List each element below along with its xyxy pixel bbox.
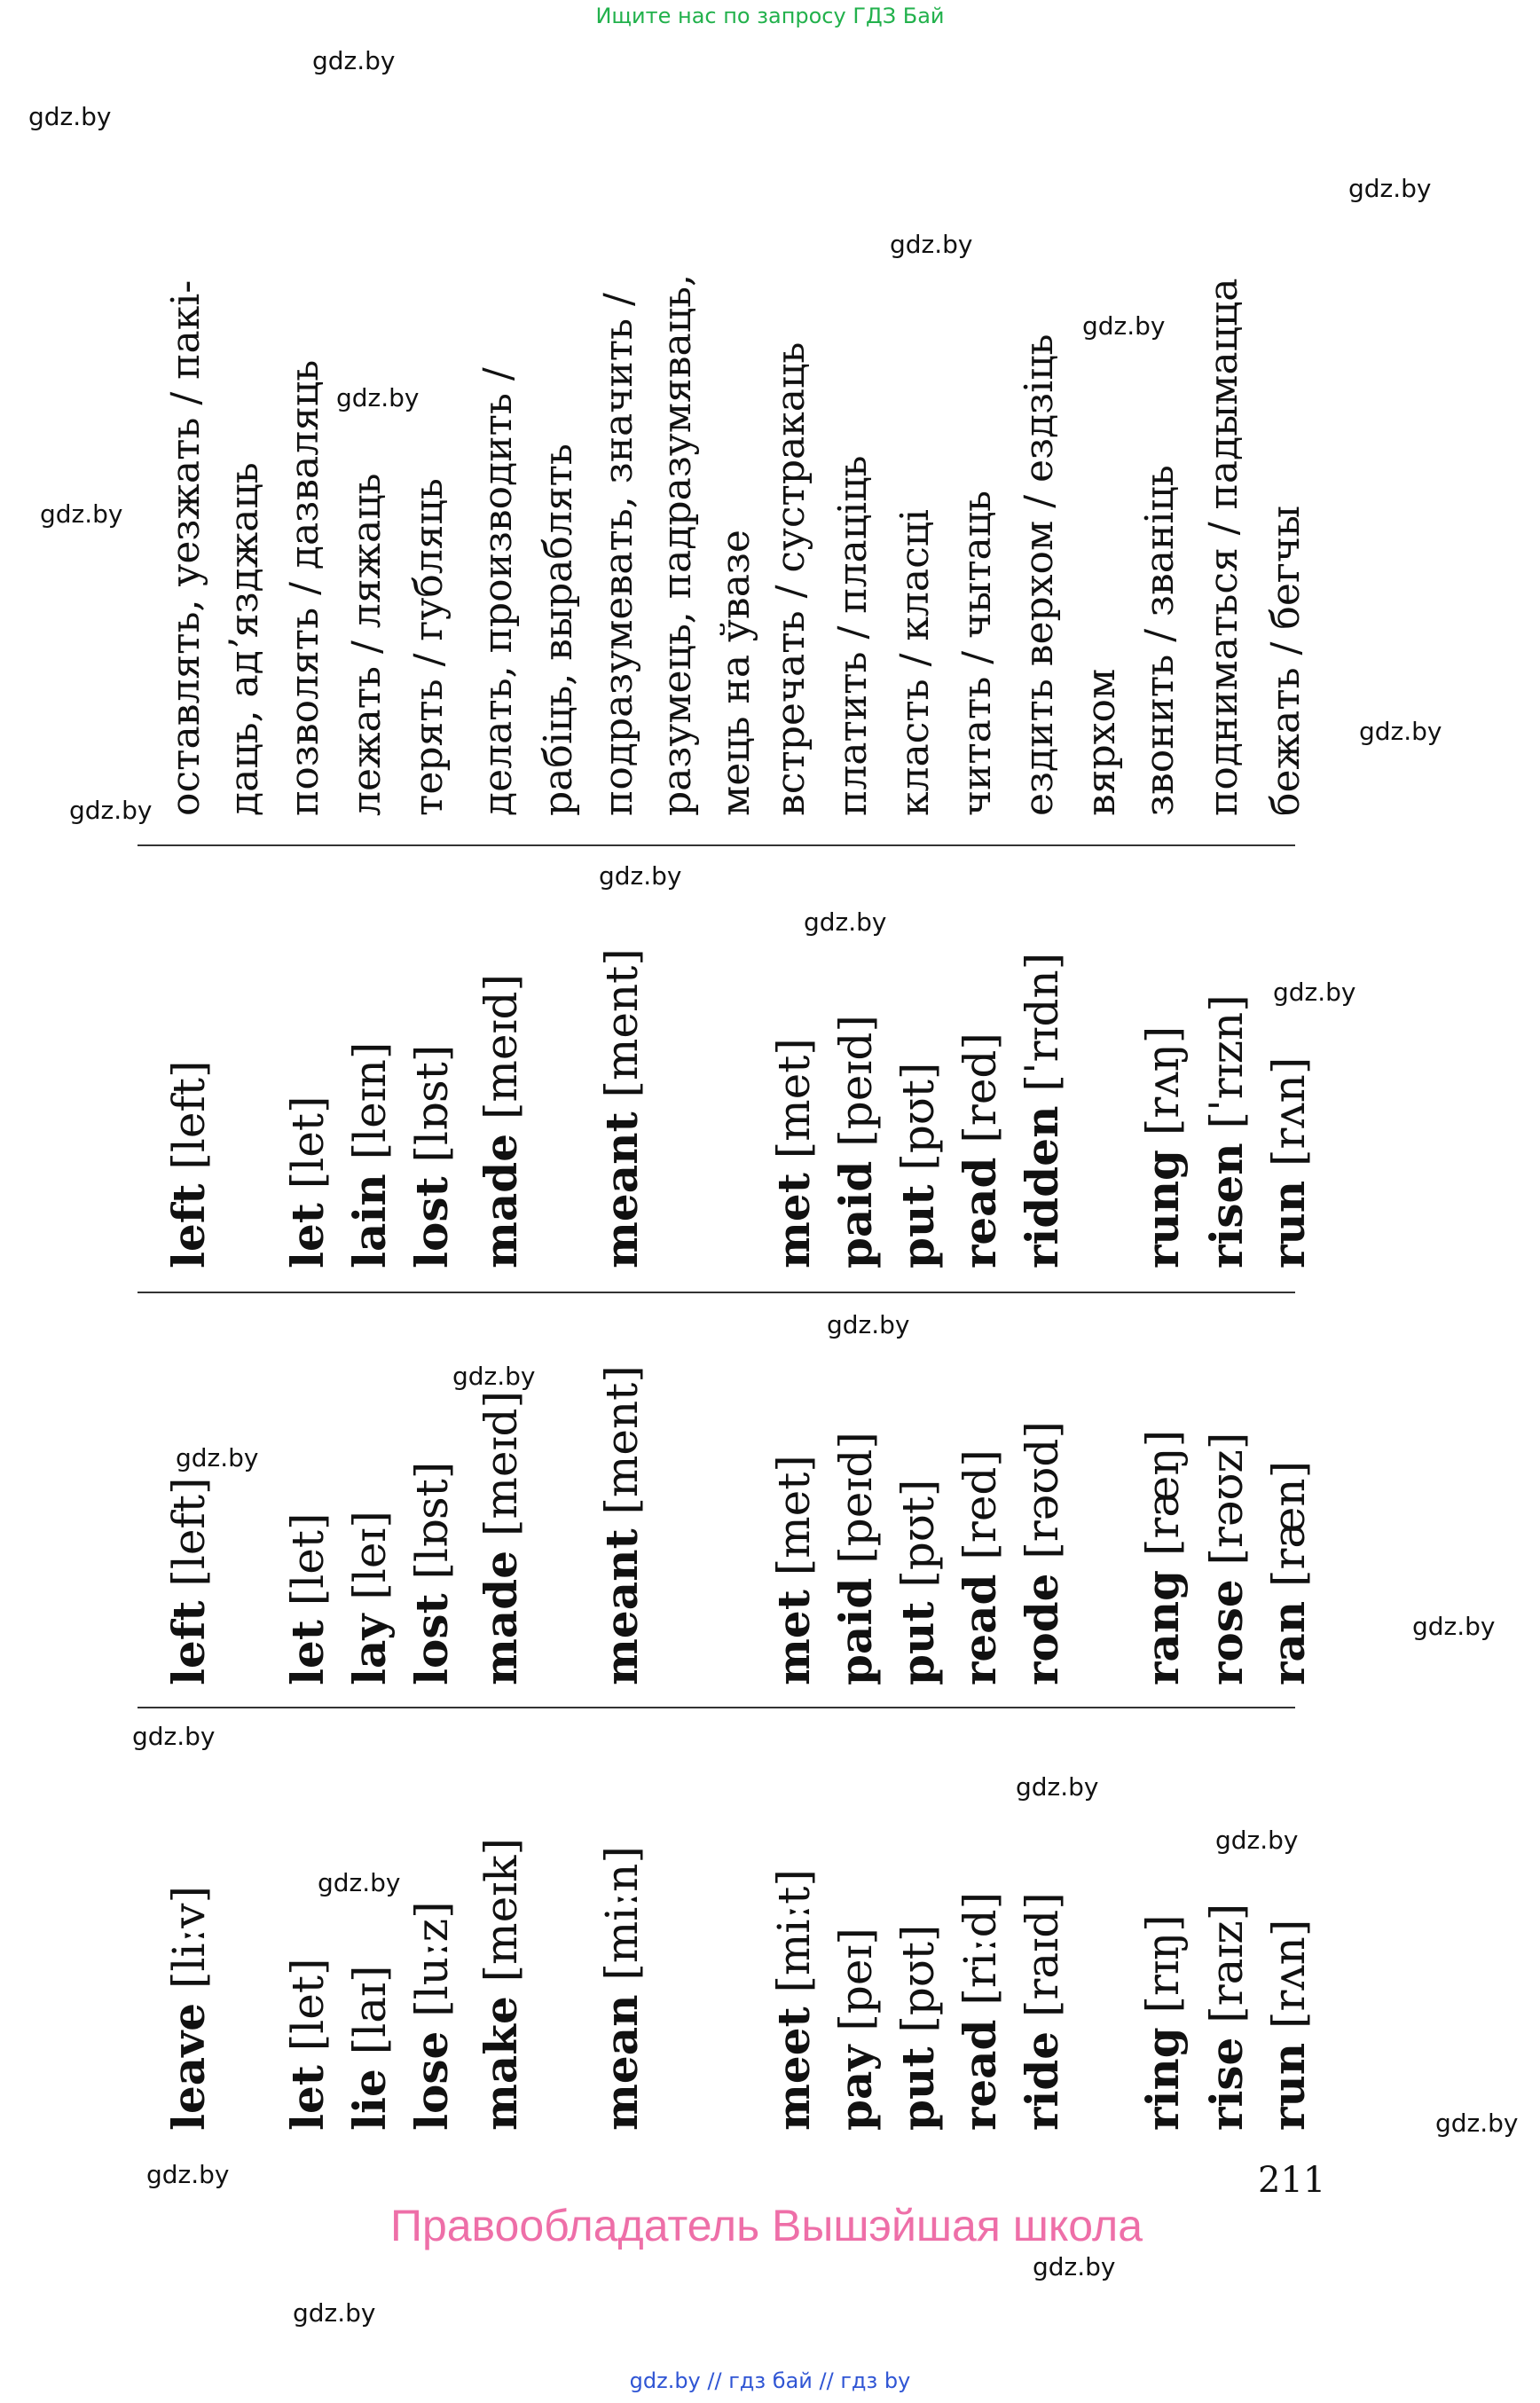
transcription: [leɪn] [344, 1041, 396, 1174]
watermark: gdz.by [1359, 717, 1442, 746]
past-form-row [405, 1461, 458, 1685]
participle-form-row [281, 1095, 334, 1269]
verb-form: run [1262, 2042, 1315, 2131]
verb-form: let [281, 1203, 334, 1268]
transcription: [peɪd] [830, 1432, 882, 1578]
verb-form: mean [595, 1994, 648, 2131]
transcription: [pʊt] [892, 1062, 944, 1185]
table-divider [138, 1292, 1295, 1293]
watermark: gdz.by [1435, 2109, 1519, 2138]
transcription: [ˈrɪzn] [1201, 994, 1253, 1143]
verb-form: ridden [1016, 1105, 1068, 1268]
transcription: [meɪd] [475, 1391, 527, 1551]
watermark: gdz.by [312, 46, 396, 75]
transcription: [rəʊd] [1017, 1421, 1068, 1574]
participle-form-row [595, 948, 648, 1268]
transcription: [left] [163, 1477, 215, 1601]
past-form-row [1200, 1432, 1253, 1685]
footer-links: gdz.by // гдз бай // гдз by [629, 2368, 911, 2393]
translation-line: бежать / бегчы [1263, 505, 1308, 816]
past-form-row [829, 1432, 882, 1685]
translation-line: платить / плаціць [830, 455, 876, 816]
verb-form: meant [595, 1111, 648, 1268]
watermark: gdz.by [452, 1362, 536, 1391]
watermark: gdz.by [293, 2298, 376, 2328]
base-form-row [405, 1901, 458, 2131]
participle-form-row [343, 1041, 396, 1268]
participle-form-row [405, 1044, 458, 1268]
past-form-row [892, 1479, 944, 1685]
translation-line: рабіць, выраблять [536, 444, 581, 816]
verb-form: lain [343, 1174, 396, 1268]
transcription: [rʌn] [1263, 1056, 1315, 1181]
transcription: [ˈrɪdn] [1017, 952, 1068, 1106]
past-form-row [954, 1449, 1006, 1685]
translation-line: оставлять, уезжать / пакі- [163, 279, 208, 816]
transcription: [peɪ] [830, 1928, 882, 2046]
participle-form-row [954, 1033, 1006, 1268]
verb-form: meet [767, 2006, 820, 2131]
transcription: [rʌn] [1263, 1919, 1315, 2043]
watermark: gdz.by [146, 2160, 230, 2189]
verb-form: put [892, 1601, 944, 1685]
past-form-row [343, 1511, 396, 1685]
transcription: [left] [163, 1060, 215, 1184]
verb-form: left [162, 1600, 215, 1685]
base-form-row [767, 1869, 820, 2131]
verb-form: run [1262, 1180, 1315, 1268]
translation-line: терять / губляць [406, 478, 452, 816]
watermark: gdz.by [1016, 1772, 1099, 1802]
transcription: [let] [282, 1958, 334, 2066]
base-form-row [892, 1924, 944, 2131]
transcription: [pʊt] [892, 1924, 944, 2047]
page-number: 211 [1258, 2160, 1326, 2201]
participle-form-row [829, 1015, 882, 1268]
watermark: gdz.by [69, 796, 153, 825]
past-form-row [767, 1455, 820, 1685]
verb-form: make [475, 1996, 527, 2131]
base-form-row [281, 1958, 334, 2132]
participle-form-row [892, 1062, 944, 1268]
base-form-row [1016, 1892, 1068, 2131]
top-banner: Ищите нас по запросу ГДЗ Бай [595, 4, 945, 28]
translation-line: класть / класці [892, 508, 938, 816]
watermark: gdz.by [1348, 174, 1432, 203]
verb-form: meant [595, 1528, 648, 1685]
transcription: [let] [282, 1095, 334, 1204]
participle-form-row [1136, 1025, 1189, 1268]
watermark: gdz.by [1033, 2252, 1116, 2281]
verb-form: made [475, 1133, 527, 1268]
verb-form: put [892, 1184, 944, 1268]
verb-form: lie [343, 2069, 396, 2131]
transcription: [rʌŋ] [1137, 1025, 1189, 1150]
verb-form: rung [1136, 1149, 1189, 1268]
transcription: [raɪd] [1017, 1892, 1068, 2031]
translation-line: мець на ўвазе [713, 530, 758, 816]
transcription: [lɒst] [406, 1461, 458, 1594]
watermark: gdz.by [40, 499, 123, 529]
transcription: [met] [768, 1455, 820, 1590]
verb-form: let [281, 2065, 334, 2131]
translation-line: позволять / дазваляць [282, 359, 327, 816]
base-form-row [954, 1891, 1006, 2131]
base-form-row [1136, 1914, 1189, 2131]
verb-form: read [954, 1157, 1006, 1268]
table-divider [138, 844, 1295, 846]
base-form-row [829, 1928, 882, 2131]
past-form-row [1016, 1421, 1068, 1685]
past-form-row [1262, 1460, 1315, 1685]
verb-form: leave [162, 2002, 215, 2131]
watermark: gdz.by [176, 1443, 259, 1472]
translation-line: встречать / сустракаць [768, 342, 813, 816]
base-form-row [595, 1846, 648, 2131]
transcription: [liːv] [163, 1885, 215, 2003]
past-form-row [475, 1391, 527, 1685]
transcription: [riːd] [955, 1891, 1006, 2020]
verb-form: let [281, 1620, 334, 1685]
translation-line: ездить верхом / ездзіць [1017, 334, 1062, 816]
watermark: gdz.by [336, 383, 420, 412]
translation-line: даць, адʼязджаць [222, 462, 267, 816]
base-form-row [1262, 1919, 1315, 2131]
transcription: [rəʊz] [1201, 1432, 1253, 1580]
verb-form: ring [1136, 2027, 1189, 2131]
watermark: gdz.by [1273, 978, 1356, 1007]
base-form-row [343, 1965, 396, 2131]
participle-form-row [1262, 1056, 1315, 1268]
transcription: [raɪz] [1201, 1903, 1253, 2038]
verb-form: ride [1016, 2030, 1068, 2131]
translation-line: разумець, падразумяваць, [655, 274, 700, 816]
transcription: [miːt] [768, 1869, 820, 2007]
past-form-row [281, 1512, 334, 1686]
past-form-row [595, 1365, 648, 1685]
watermark: gdz.by [1215, 1826, 1299, 1855]
transcription: [peɪd] [830, 1015, 882, 1161]
verb-form: lost [405, 1176, 458, 1268]
watermark: gdz.by [599, 861, 682, 891]
verb-form: pay [829, 2045, 882, 2131]
participle-form-row [162, 1060, 215, 1268]
transcription: [red] [955, 1033, 1006, 1158]
verb-form: put [892, 2046, 944, 2131]
transcription: [ræn] [1263, 1460, 1315, 1601]
watermark: gdz.by [1082, 311, 1166, 341]
base-form-row [1200, 1903, 1253, 2131]
verb-form: rose [1200, 1579, 1253, 1685]
verb-form: rode [1016, 1573, 1068, 1685]
transcription: [met] [768, 1038, 820, 1174]
translation-line: лежать / ляжаць [344, 473, 389, 816]
watermark: gdz.by [1412, 1612, 1496, 1641]
transcription: [meɪk] [475, 1838, 527, 1997]
watermark: gdz.by [827, 1310, 910, 1339]
watermark: gdz.by [132, 1722, 216, 1751]
watermark: gdz.by [890, 230, 973, 259]
verb-form: read [954, 1574, 1006, 1685]
transcription: [lɒst] [406, 1044, 458, 1177]
participle-form-row [475, 974, 527, 1268]
rights-notice: Правообладатель Вышэйшая школа [390, 2201, 1143, 2250]
translation-line: вярхом [1079, 668, 1124, 816]
translation-line: делать, производить / [475, 367, 521, 816]
transcription: [leɪ] [344, 1511, 396, 1614]
translation-line: читать / чытаць [955, 490, 1000, 816]
transcription: [laɪ] [344, 1965, 396, 2069]
verb-form: paid [829, 1160, 882, 1268]
transcription: [ment] [596, 948, 648, 1112]
verb-form: lost [405, 1593, 458, 1685]
watermark: gdz.by [804, 907, 887, 937]
watermark: gdz.by [318, 1868, 401, 1897]
translation-line: подразумевать, значить / [596, 293, 641, 816]
table-divider [138, 1707, 1295, 1708]
verb-form: rise [1200, 2037, 1253, 2131]
participle-form-row [1200, 994, 1253, 1268]
transcription: [red] [955, 1449, 1006, 1575]
transcription: [miːn] [596, 1846, 648, 1995]
transcription: [meɪd] [475, 974, 527, 1134]
translation-line: звонить / званіць [1137, 465, 1182, 816]
verb-form: left [162, 1183, 215, 1268]
transcription: [ment] [596, 1365, 648, 1529]
base-form-row [475, 1838, 527, 2131]
participle-form-row [767, 1038, 820, 1268]
verb-form: ran [1262, 1600, 1315, 1685]
past-form-row [1136, 1429, 1189, 1685]
watermark: gdz.by [28, 102, 112, 131]
transcription: [ræŋ] [1137, 1429, 1189, 1570]
verb-form: met [767, 1590, 820, 1685]
translation-line: подниматься / падымацца [1201, 278, 1246, 816]
base-form-row [162, 1885, 215, 2131]
verb-form: met [767, 1173, 820, 1268]
past-form-row [162, 1477, 215, 1685]
transcription: [rɪŋ] [1137, 1914, 1189, 2028]
verb-form: risen [1200, 1143, 1253, 1268]
transcription: [pʊt] [892, 1479, 944, 1602]
verb-form: rang [1136, 1569, 1189, 1685]
verb-form: lay [343, 1614, 396, 1685]
participle-form-row [1016, 952, 1068, 1268]
transcription: [luːz] [406, 1901, 458, 2031]
transcription: [let] [282, 1512, 334, 1621]
verb-form: paid [829, 1577, 882, 1685]
verb-form: read [954, 2019, 1006, 2131]
verb-form: made [475, 1550, 527, 1685]
verb-form: lose [405, 2030, 458, 2131]
